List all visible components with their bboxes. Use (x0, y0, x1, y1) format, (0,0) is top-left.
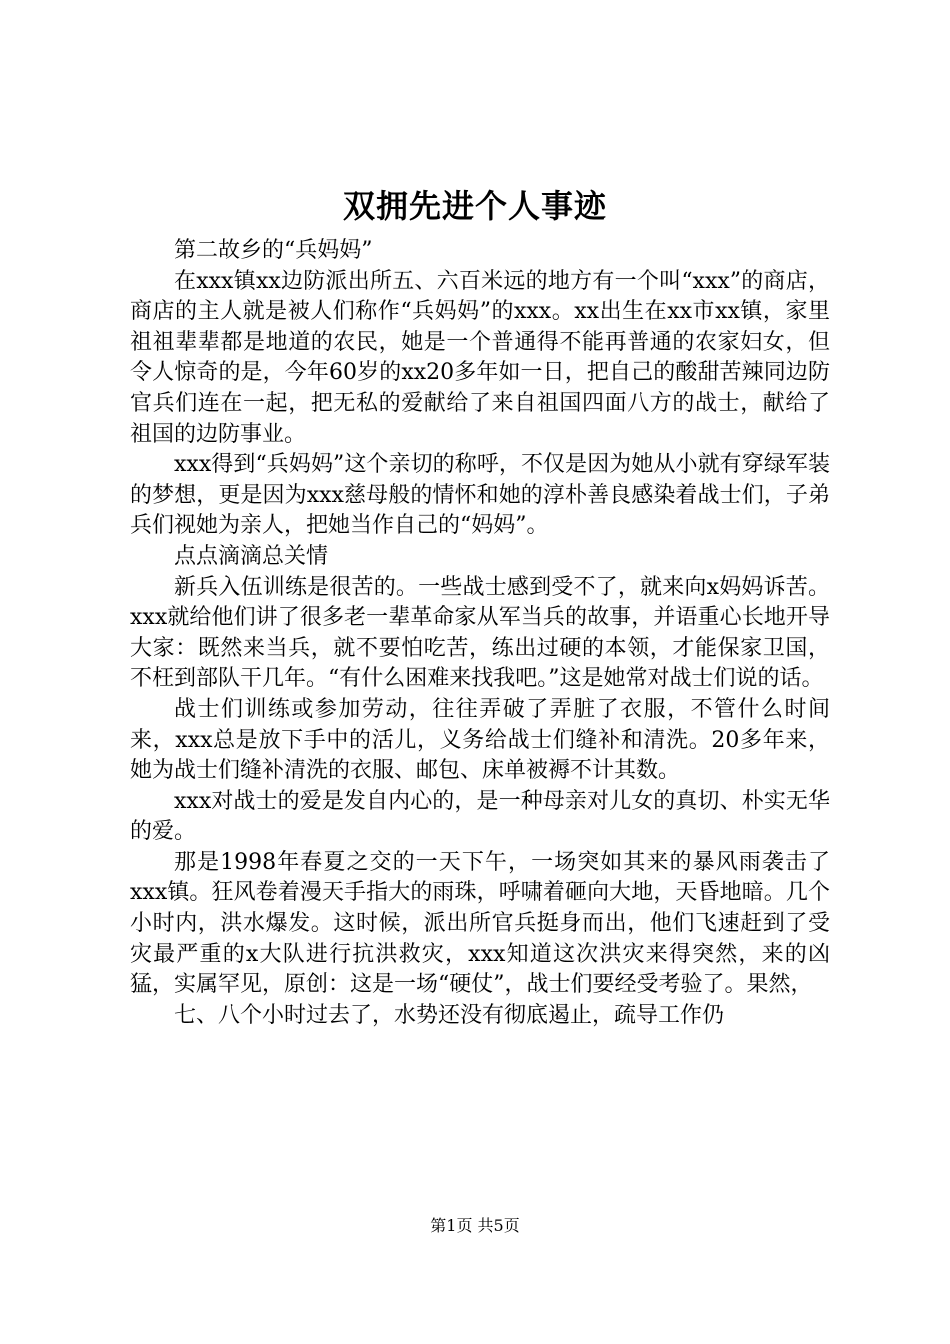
document-title: 双拥先进个人事迹 (342, 187, 607, 225)
section-heading: 第二故乡的“兵妈妈” (174, 238, 373, 263)
paragraph: xxx对战士的爱是发自内心的，是一种母亲对儿女的真切、朴实无华的爱。 (130, 788, 830, 845)
section-heading: 点点滴滴总关情 (174, 543, 329, 569)
page-footer: 第1页 共5页 (430, 1216, 520, 1235)
paragraph: xxx得到“兵妈妈”这个亲切的称呼，不仅是因为她从小就有穿绿军装的梦想，更是因为xxx慈母般的情怀和她的淳朴善良感染着战士们，子弟兵们视她为亲人，把她当作自己的“妈妈”。 (130, 452, 830, 539)
document-body (130, 236, 830, 1031)
paragraph: 那是1998年春夏之交的一天下午，一场突如其来的暴风雨袭击了xxx镇。狂风卷着漫天手指大的雨珠，呼啸着砸向大地，天昏地暗。几个小时内，洪水爆发。这时候，派出所官兵挺身而出，他们飞速赶到了受灾最严重的x大队进行抗洪救灾，xxx知道这次洪灾来得突然，来的凶猛，实属罕见，原创：这是一场“硬仗”，战士们要经受考验了。果然， (130, 849, 830, 998)
paragraph: 七、八个小时过去了，水势还没有彻底遏止，疏导工作仍 (174, 1002, 725, 1028)
paragraph: 在xxx镇xx边防派出所五、六百米远的地方有一个叫“xxx”的商店，商店的主人就是被人们称作“兵妈妈”的xxx。xx出生在xx市xx镇，家里祖祖辈辈都是地道的农民，她是一个普通得不能再普通的农家妇女，但令人惊奇的是，今年60岁的xx20多年如一日，把自己的酸甜苦辣同边防官兵们连在一起，把无私的爱献给了来自祖国四面八方的战士，献给了祖国的边防事业。 (130, 268, 830, 447)
paragraph: 战士们训练或参加劳动，往往弄破了弄脏了衣服，不管什么时间来，xxx总是放下手中的活儿，义务给战士们缝补和清洗。20多年来，她为战士们缝补清洗的衣服、邮包、床单被褥不计其数。 (130, 696, 830, 784)
paragraph: 新兵入伍训练是很苦的。一些战士感到受不了，就来向x妈妈诉苦。xxx就给他们讲了很多老一辈革命家从军当兵的故事，并语重心长地开导大家：既然来当兵，就不要怕吃苦，练出过硬的本领，才能保家卫国，不枉到部队干几年。“有什么困难来找我吧。”这是她常对战士们说的话。 (130, 574, 830, 692)
